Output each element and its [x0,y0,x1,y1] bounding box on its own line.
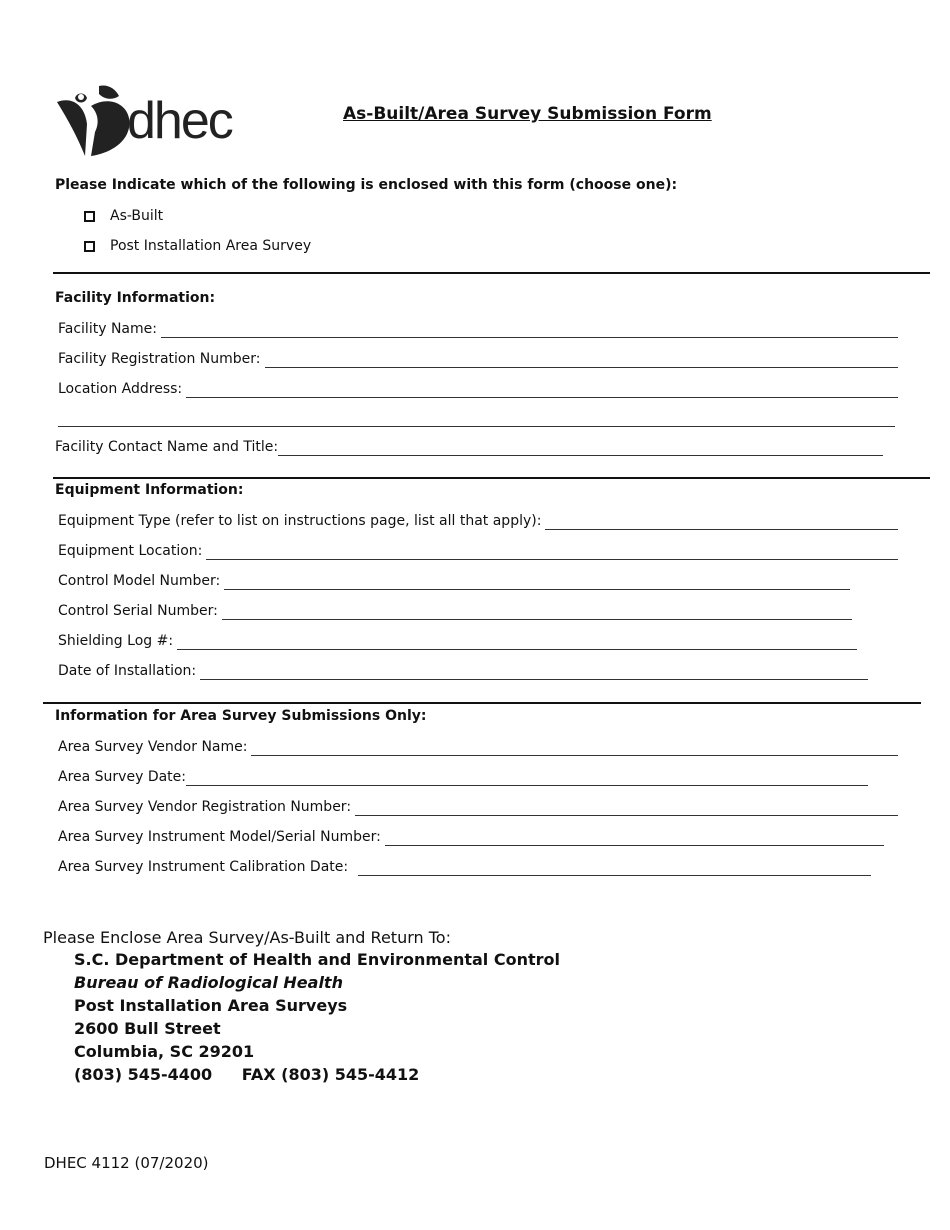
option-as-built-label: As-Built [110,208,164,224]
option-as-built[interactable] [84,208,163,224]
equipment-type-label: Equipment Type (refer to list on instructions page, list all that apply): [58,513,542,529]
calibration-date-field [58,858,871,876]
return-phone: (803) 545-4400 [74,1065,213,1084]
checkbox-area-survey[interactable] [84,241,95,252]
equipment-heading: Equipment Information: [55,482,244,498]
equipment-type-field [58,512,898,530]
control-serial-label: Control Serial Number: [58,603,218,619]
dhec-logo [55,84,250,159]
install-date-field [58,662,868,680]
control-model-field [58,572,850,590]
control-model-label: Control Model Number: [58,573,221,589]
area-survey-heading: Information for Area Survey Submissions Only: [55,708,427,724]
form-id: DHEC 4112 (07/2020) [44,1154,209,1172]
vendor-registration-field [58,798,898,816]
facility-registration-input[interactable] [265,353,898,368]
facility-registration-label: Facility Registration Number: [58,351,261,367]
equipment-type-input[interactable] [545,515,898,530]
install-date-label: Date of Installation: [58,663,197,679]
location-address-field [58,380,898,398]
vendor-name-label: Area Survey Vendor Name: [58,739,248,755]
instrument-field [58,828,884,846]
vendor-name-input[interactable] [251,741,898,756]
shielding-log-input[interactable] [177,635,857,650]
dhec-leaf-icon [55,84,135,159]
control-model-input[interactable] [224,575,850,590]
facility-registration-field [58,350,898,368]
vendor-registration-input[interactable] [355,801,898,816]
calibration-date-label: Area Survey Instrument Calibration Date: [58,859,349,875]
survey-date-field [58,768,868,786]
calibration-date-input[interactable] [358,861,871,876]
return-intro: Please Enclose Area Survey/As-Built and Return To: [43,928,451,947]
vendor-name-field [58,738,898,756]
option-area-survey-label: Post Installation Area Survey [110,238,312,254]
enclosed-prompt: Please Indicate which of the following is enclosed with this form (choose one): [55,177,678,193]
shielding-log-label: Shielding Log #: [58,633,174,649]
location-address-label: Location Address: [58,381,183,397]
facility-heading: Facility Information: [55,290,216,306]
shielding-log-field [58,632,857,650]
facility-contact-field [55,438,883,456]
location-address-input[interactable] [186,383,898,398]
control-serial-field [58,602,852,620]
facility-name-field [58,320,898,338]
return-fax: FAX (803) 545-4412 [241,1065,420,1084]
vendor-registration-label: Area Survey Vendor Registration Number: [58,799,352,815]
equipment-location-input[interactable] [206,545,898,560]
control-serial-input[interactable] [222,605,852,620]
return-unit: Post Installation Area Surveys [74,996,348,1015]
return-city: Columbia, SC 29201 [74,1042,255,1061]
equipment-location-label: Equipment Location: [58,543,203,559]
facility-contact-label: Facility Contact Name and Title: [55,439,279,455]
section-divider [53,477,930,479]
return-contact-line [74,1065,419,1084]
instrument-input[interactable] [385,831,884,846]
equipment-location-field [58,542,898,560]
option-area-survey[interactable] [84,238,311,254]
facility-name-input[interactable] [161,323,898,338]
survey-date-label: Area Survey Date: [58,769,186,785]
section-divider [53,272,930,274]
install-date-input[interactable] [200,665,868,680]
return-street: 2600 Bull Street [74,1019,221,1038]
location-address-line-2[interactable] [58,426,895,427]
checkbox-as-built[interactable] [84,211,95,222]
logo-wordmark: dhec [127,92,232,150]
instrument-label: Area Survey Instrument Model/Serial Number: [58,829,381,845]
survey-date-input[interactable] [186,771,868,786]
facility-contact-input[interactable] [278,441,883,456]
form-title: As-Built/Area Survey Submission Form [343,104,712,124]
return-bureau: Bureau of Radiological Health [74,973,343,992]
return-org: S.C. Department of Health and Environmental Control [74,950,560,969]
facility-name-label: Facility Name: [58,321,157,337]
section-divider [43,702,921,704]
